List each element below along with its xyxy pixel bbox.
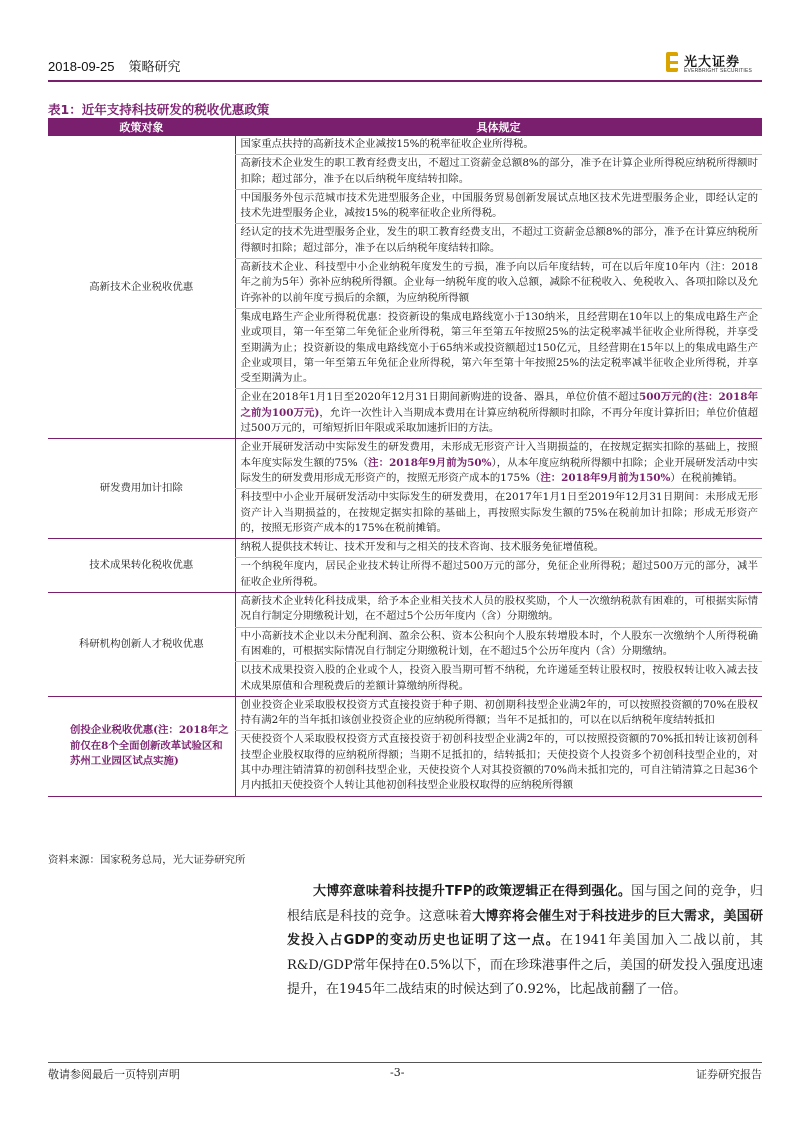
- detail-text: 企业开展研发活动中实际发生的研发费用，未形成无形资产计入当期损益的，在按规定据实扣除的基础上，按照本年度实际发生额的75%（: [240, 441, 758, 469]
- table-title: 表1：近年支持科技研发的税收优惠政策: [48, 102, 270, 117]
- policy-detail: [235, 136, 762, 155]
- logo-icon: [666, 52, 678, 72]
- policy-detail: [235, 662, 762, 697]
- col-header-rules: 具体规定: [235, 118, 762, 136]
- table-row: [48, 696, 762, 731]
- header-section: 策略研究: [128, 59, 181, 74]
- col-header-target: 政策对象: [48, 118, 235, 136]
- detail-text: 高新技术企业转化科技成果，给予本企业相关技术人员的股权奖励，个人一次缴纳税款有困难的，可根据实际情况自行制定分期缴税计划，在不超过5个公历年度内（含）分期缴纳。: [240, 595, 758, 623]
- policy-detail: [235, 539, 762, 558]
- table-header-row: [48, 118, 762, 136]
- policy-detail: [235, 189, 762, 224]
- source-note: 资料来源：国家税务总局，光大证券研究所: [48, 854, 246, 866]
- detail-text: 国家重点扶持的高新技术企业减按15%的税率征收企业所得税。: [240, 138, 534, 150]
- policy-detail: [235, 627, 762, 662]
- table-row: [48, 439, 762, 489]
- table-row: [48, 136, 762, 155]
- footer-report-type: 证券研究报告: [696, 1068, 762, 1081]
- policy-category: 技术成果转化税收优惠: [48, 539, 235, 593]
- brand-logo: [666, 50, 762, 76]
- detail-text: 经认定的技术先进型服务企业，发生的职工教育经费支出，不超过工资薪金总额8%的部分，准予在计算应纳税所得额时扣除；超过部分，准予在以后纳税年度结转扣除。: [240, 226, 758, 254]
- body-paragraph: [287, 880, 763, 1003]
- paragraph-text: 国与国之间的竞争，归根结底是科技的竞争。这意味着: [287, 884, 763, 924]
- policy-detail: [235, 593, 762, 628]
- footer-rule: [48, 1062, 762, 1063]
- policy-detail: [235, 439, 762, 489]
- table-row: [48, 539, 762, 558]
- detail-text: 高新技术企业、科技型中小企业纳税年度发生的亏损，准予向以后年度结转，可在以后年度10年内（注：2018年之前为5年）弥补应纳税所得额。企业每一纳税年度的收入总额，减除不征税收入、免税收入、各项扣除以及允许弥补的以前年度亏损后的余额，为应纳税所得额: [240, 261, 758, 304]
- logo-name-en: EVERBRIGHT SECURITIES: [684, 68, 753, 74]
- detail-text: 天使投资个人采取股权投资方式直接投资于初创科技型企业满2年的，可以按照投资额的70%抵扣转让该初创科技型企业股权取得的应纳税所得额；当期不足抵扣的，结转抵扣；天使投资个人投资多个初创科技型企业的，对其中办理注销清算的初创科技型企业，天使投资个人对其投资额的70%尚未抵扣完的，可自注销清算之日起36个月内抵扣天使投资个人转让其他初创科技型企业股权取得的应纳税所得额: [240, 733, 758, 792]
- policy-detail: [235, 224, 762, 259]
- detail-text: 一个纳税年度内，居民企业技术转让所得不超过500万元的部分，免征企业所得税；超过500万元的部分，减半征收企业所得税。: [240, 560, 758, 588]
- policy-detail: [235, 259, 762, 309]
- detail-text: 中小高新技术企业以未分配利润、盈余公积、资本公积向个人股东转增股本时，个人股东一次缴纳个人所得税确有困难的，可根据实际情况自行制定分期缴税计划，在不超过5个公历年度内（含）分期缴纳。: [240, 629, 758, 657]
- page-header: [48, 56, 195, 75]
- detail-text: 科技型中小企业开展研发活动中实际发生的研发费用，在2017年1月1日至2019年12月31日期间：未形成无形资产计入当期损益的，在按规定据实扣除的基础上，再按照实际发生额的75%在税前加计扣除；形成无形资产的，按照无形资产成本的175%在税前摊销。: [240, 491, 758, 534]
- policy-detail: [235, 489, 762, 539]
- policy-detail: [235, 308, 762, 388]
- highlight-text: 注：2018年9月前为50%: [368, 456, 492, 469]
- page-number: -3-: [390, 1066, 405, 1079]
- policy-detail: [235, 389, 762, 439]
- header-date: 2018-09-25: [48, 59, 115, 74]
- emphasis-text: 大博弈意味着科技提升TFP的政策逻辑正在得到强化。: [313, 884, 632, 899]
- policy-detail: [235, 731, 762, 796]
- footer-disclaimer: 敬请参阅最后一页特别声明: [48, 1068, 180, 1081]
- table-row: [48, 593, 762, 628]
- detail-text: 以技术成果投资入股的企业或个人，投资入股当期可暂不纳税，允许递延至转让股权时，按股权转让收入减去技术成果原值和合理税费后的差额计算缴纳所得税。: [240, 664, 758, 692]
- detail-text: ），从本年度应纳税所得额中扣除；企业开展研发活动中实际发生的研发费用形成无形资产的，按照无形资产成本的175%（: [240, 456, 758, 484]
- policy-table: [48, 118, 762, 797]
- detail-text: 集成电路生产企业所得税优惠：投资新设的集成电路线宽小于130纳米，且经营期在10年以上的集成电路生产企业或项目，第一年至第二年免征企业所得税，第三年至第五年按照25%的法定税率减半征收企业所得税，并享受至期满为止；投资新设的集成电路线宽小于65纳米或投资额超过150亿元，且经营期在15年以上的集成电路生产企业或项目，第一年至第五年免征企业所得税，第六年至第十年按照25%的法定税率减半征收企业所得税，并享受至期满为止。: [240, 310, 758, 385]
- policy-category: 研发费用加计扣除: [48, 439, 235, 539]
- detail-text: 纳税人提供技术转让、技术开发和与之相关的技术咨询、技术服务免征增值税。: [240, 541, 605, 554]
- policy-detail: [235, 558, 762, 593]
- paragraph-text: 在1941年美国加入二战以前，其R&D/GDP常年保持在0.5%以下，而在珍珠港事件之后，美国的研发投入强度迅速提升，在1945年二战结束的时候达到了0.92%，比起战前翻了一倍。: [287, 933, 763, 998]
- detail-text: ）在税前摊销。: [670, 471, 744, 484]
- detail-text: 中国服务外包示范城市技术先进型服务企业，中国服务贸易创新发展试点地区技术先进型服务企业，即经认定的技术先进型服务企业，减按15%的税率征收企业所得税。: [240, 191, 758, 220]
- detail-text: 高新技术企业发生的职工教育经费支出，不超过工资薪金总额8%的部分，准予在计算企业所得税应纳税所得额时扣除；超过部分，准予在以后纳税年度结转扣除。: [240, 157, 758, 185]
- header-rule: [48, 80, 762, 82]
- emphasis-text: 大博弈将会催生对于科技进步的巨大需求，美国研发投入占GDP的变动历史也证明了这一点。: [287, 908, 763, 949]
- policy-detail: [235, 696, 762, 731]
- detail-text: 企业在2018年1月1日至2020年12月31日期间新购进的设备、器具，单位价值不超过: [240, 391, 640, 404]
- highlight-text: 注：2018年9月前为150%: [540, 471, 671, 484]
- policy-category: 创投企业税收优惠(注：2018年之前仅在8个全面创新改革试验区和苏州工业园区试点实施): [48, 696, 235, 796]
- logo-name-cn: 光大证券: [684, 55, 741, 70]
- detail-text: 创业投资企业采取股权投资方式直接投资于种子期、初创期科技型企业满2年的，可以按照投资额的70%在股权持有满2年的当年抵扣该创业投资企业的应纳税所得额；当年不足抵扣的，可以在以后纳税年度结转抵扣: [240, 698, 758, 727]
- detail-text: ，允许一次性计入当期成本费用在计算应纳税所得额时扣除，不再分年度计算折旧；单位价值超过500万元的，可缩短折旧年限或采取加速折旧的方法。: [240, 406, 758, 435]
- policy-category: 高新技术企业税收优惠: [48, 136, 235, 439]
- policy-category: 科研机构创新人才税收优惠: [48, 593, 235, 697]
- policy-detail: [235, 155, 762, 190]
- highlight-text: 500万元的(注：2018年之前为100万元): [240, 391, 758, 419]
